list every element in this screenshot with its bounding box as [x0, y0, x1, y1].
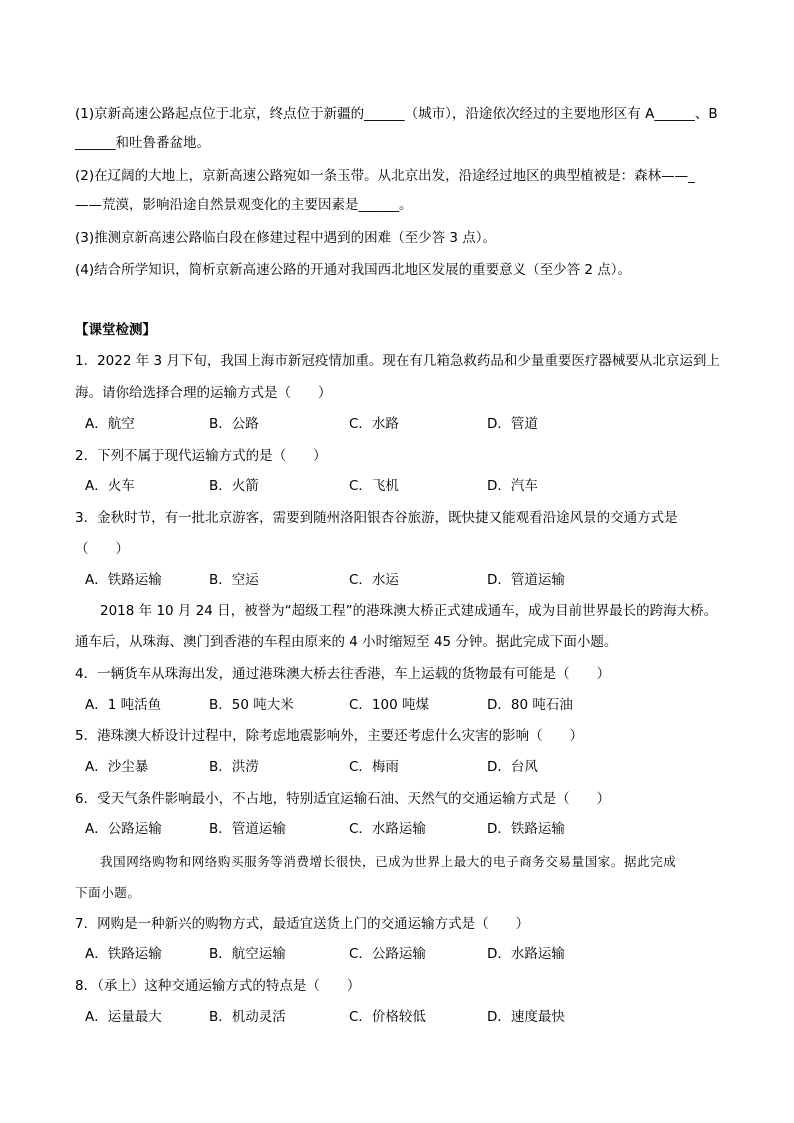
option-c: C．100 吨煤 — [349, 697, 429, 713]
question-1-options — [85, 414, 745, 434]
question-3-stem-line-1: 3．金秋时节，有一批北京游客，需要到随州洛阳银杏谷旅游，既快捷又能观看沿途风景的交通方式是 — [75, 510, 678, 526]
option-c: C．公路运输 — [349, 946, 426, 962]
question-8-stem: 8．（承上）这种交通运输方式的特点是（ ） — [75, 978, 361, 994]
option-a: A．沙尘暴 — [85, 759, 149, 775]
option-b: B．管道运输 — [209, 821, 286, 837]
option-a: A．1 吨活鱼 — [85, 697, 162, 713]
passage-bridge-line-1: 2018 年 10 月 24 日，被誉为“超级工程”的港珠澳大桥正式建成通车，成为目前世界最长的跨海大桥。 — [100, 603, 718, 619]
option-c: C．梅雨 — [349, 759, 399, 775]
sub-question-4: (4)结合所学知识，简析京新高速公路的开通对我国西北地区发展的重要意义（至少答 2 点）。 — [75, 262, 632, 278]
passage-online-line-1: 我国网络购物和网络购买服务等消费增长很快，已成为世界上最大的电子商务交易量国家。据此完成 — [100, 854, 677, 869]
passage-online-line-2: 下面小题。 — [75, 885, 141, 900]
option-a: A．火车 — [85, 478, 135, 494]
option-c: C．水路运输 — [349, 821, 426, 837]
question-6-options — [85, 819, 745, 839]
option-a: A．航空 — [85, 416, 135, 432]
question-7-options — [85, 944, 745, 964]
sub-question-2-line-2: ——荒漠，影响沿途自然景观变化的主要因素是______。 — [75, 197, 413, 213]
option-c: C．飞机 — [349, 478, 399, 494]
option-c: C．水运 — [349, 572, 399, 588]
option-b: B．公路 — [209, 416, 259, 432]
sub-question-1-line-1: (1)京新高速公路起点位于北京，终点位于新疆的______（城市），沿途依次经过的主要地形区有 A______、B — [75, 106, 718, 122]
option-d: D．台风 — [487, 759, 538, 775]
question-6-stem: 6．受天气条件影响最小，不占地，特别适宜运输石油、天然气的交通运输方式是（ ） — [75, 791, 611, 807]
question-4-stem: 4．一辆货车从珠海出发，通过港珠澳大桥去往香港，车上运载的货物最有可能是（ ） — [75, 666, 611, 682]
sub-question-1-line-2: ______和吐鲁番盆地。 — [75, 135, 210, 151]
option-d: D．管道 — [487, 416, 538, 432]
question-1-stem-line-2: 海。请你给选择合理的运输方式是（ ） — [75, 385, 332, 401]
question-4-options — [85, 695, 745, 715]
option-b: B．洪涝 — [209, 759, 259, 775]
option-b: B．火箭 — [209, 478, 259, 494]
option-a: A．公路运输 — [85, 821, 162, 837]
sub-question-3: (3)推测京新高速公路临白段在修建过程中遇到的困难（至少答 3 点）。 — [75, 230, 497, 246]
question-3-options — [85, 570, 745, 590]
question-5-options — [85, 757, 745, 777]
option-c: C．水路 — [349, 416, 399, 432]
sub-question-2-line-1: (2)在辽阔的大地上，京新高速公路宛如一条玉带。从北京出发，沿途经过地区的典型植被是：森林——_ — [75, 168, 695, 184]
question-3-stem-line-2: （ ） — [75, 541, 129, 557]
option-c: C．价格较低 — [349, 1009, 426, 1025]
option-d: D．80 吨石油 — [487, 697, 573, 713]
question-8-options — [85, 1007, 745, 1027]
question-7-stem: 7．网购是一种新兴的购物方式，最适宜送货上门的交通运输方式是（ ） — [75, 916, 530, 932]
question-2-stem: 2．下列不属于现代运输方式的是（ ） — [75, 448, 327, 464]
question-1-stem-line-1: 1．2022 年 3 月下旬，我国上海市新冠疫情加重。现在有几箱急救药品和少量重要医疗器械要从北京运到上 — [75, 353, 720, 369]
option-a: A．运量最大 — [85, 1009, 162, 1025]
option-b: B．航空运输 — [209, 946, 286, 962]
section-title: 【课堂检测】 — [75, 322, 156, 338]
option-b: B．机动灵活 — [209, 1009, 286, 1025]
option-b: B．空运 — [209, 572, 259, 588]
option-b: B．50 吨大米 — [209, 697, 294, 713]
option-d: D．汽车 — [487, 478, 538, 494]
option-d: D．速度最快 — [487, 1009, 565, 1025]
passage-bridge-line-2: 通车后，从珠海、澳门到香港的车程由原来的 4 小时缩短至 45 分钟。据此完成下面小题。 — [75, 634, 618, 650]
option-d: D．水路运输 — [487, 946, 565, 962]
option-d: D．管道运输 — [487, 572, 565, 588]
question-2-options — [85, 476, 745, 496]
option-a: A．铁路运输 — [85, 572, 162, 588]
question-5-stem: 5．港珠澳大桥设计过程中，除考虑地震影响外，主要还考虑什么灾害的影响（ ） — [75, 728, 584, 744]
option-d: D．铁路运输 — [487, 821, 565, 837]
option-a: A．铁路运输 — [85, 946, 162, 962]
